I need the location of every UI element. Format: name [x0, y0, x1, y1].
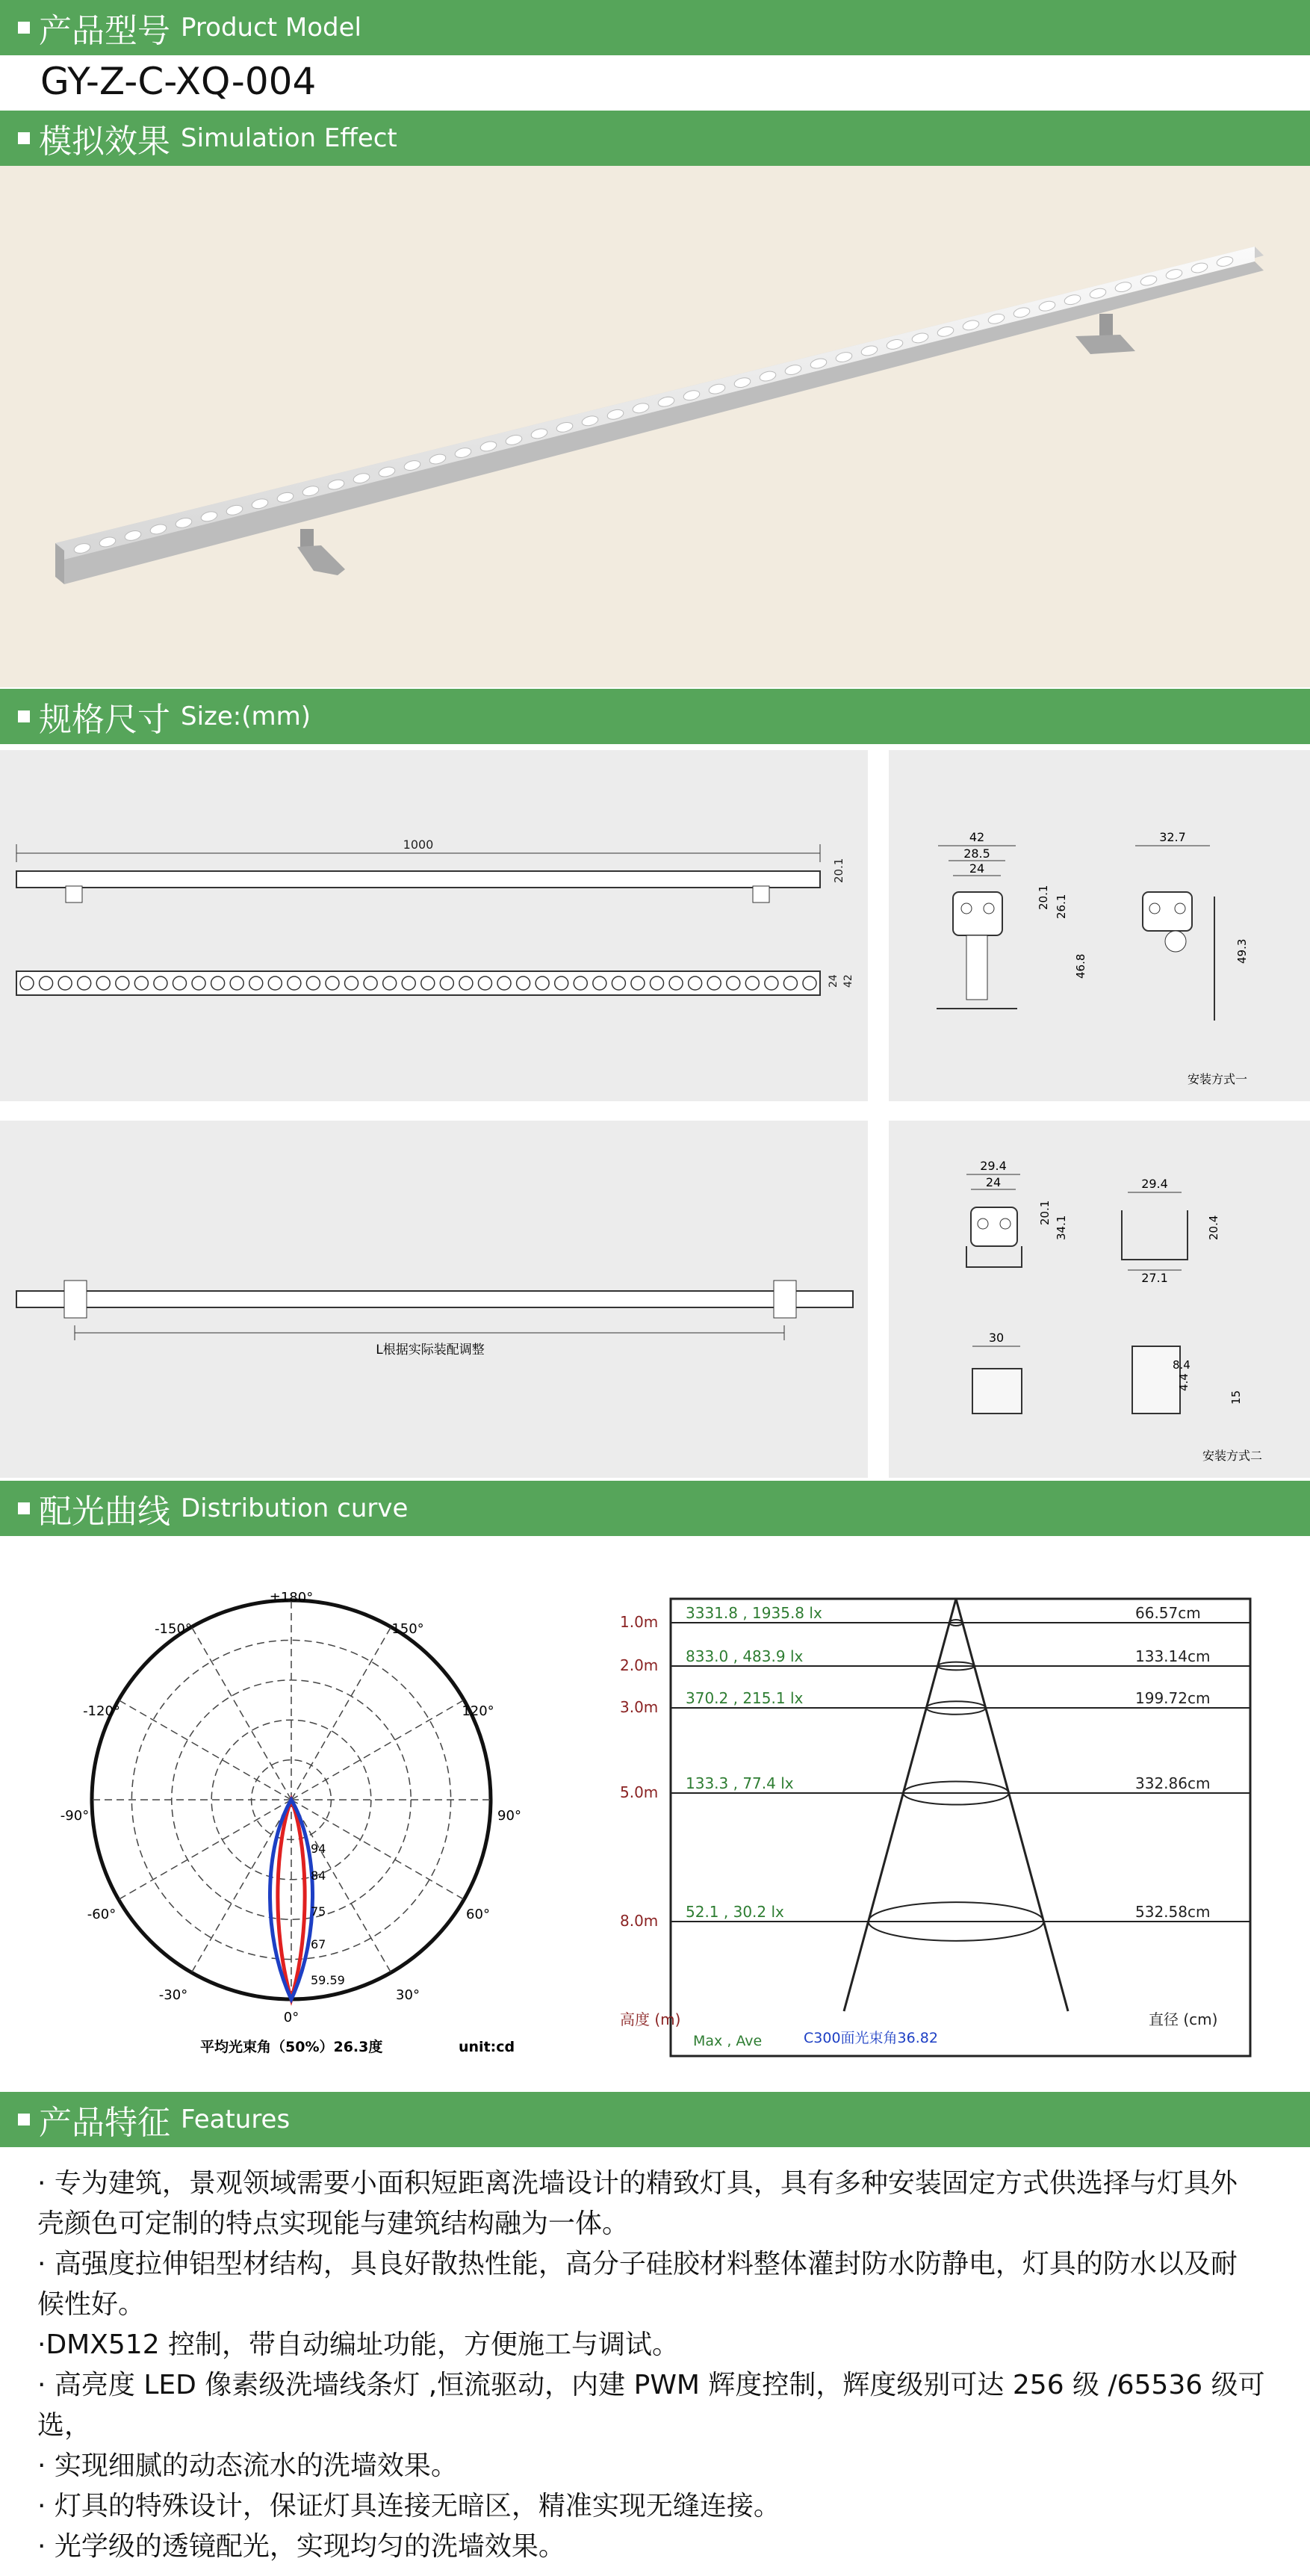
- dim-15: 15: [1229, 1390, 1243, 1405]
- profile-section-a: [953, 892, 1002, 935]
- led-dot: [421, 976, 435, 990]
- dim-24: 24: [969, 861, 985, 876]
- angle-l120: -120°: [83, 1703, 120, 1719]
- dim-29-4-b: 29.4: [1141, 1177, 1168, 1191]
- led-dot: [116, 976, 129, 990]
- led-dot: [555, 976, 568, 990]
- bar-adjustable-view: [16, 1291, 853, 1307]
- led-dot: [345, 976, 358, 990]
- led-dot: [306, 976, 320, 990]
- dia-axis-label: 直径 (cm): [1149, 2010, 1218, 2028]
- led-dot: [765, 976, 778, 990]
- cone-illuminance: 133.3 , 77.4 lx: [686, 1774, 794, 1792]
- ring-label-1: 94: [311, 1842, 326, 1856]
- dim-49-3: 49.3: [1235, 938, 1249, 964]
- section-title-en: Distribution curve: [181, 1493, 409, 1523]
- bullet-square-icon: [18, 22, 30, 34]
- led-dot: [173, 976, 186, 990]
- led-dot: [593, 976, 606, 990]
- led-dot: [574, 976, 587, 990]
- cone-diameter: 199.72cm: [1135, 1689, 1211, 1707]
- drawing-panel-side-views: [0, 750, 868, 1101]
- led-dot: [192, 976, 205, 990]
- led-dot: [78, 976, 91, 990]
- dim-20-1-b: 20.1: [1038, 1200, 1052, 1225]
- adjust-note: L根据实际装配调整: [376, 1343, 485, 1357]
- led-dot: [707, 976, 721, 990]
- dim-height: 20.1: [832, 858, 845, 883]
- dim-27-1: 27.1: [1141, 1271, 1168, 1285]
- features-list: [37, 2164, 1285, 2567]
- dim-42: 42: [969, 830, 985, 844]
- led-dot: [689, 976, 702, 990]
- ring-label-2: 84: [311, 1868, 326, 1883]
- max-ave-label: Max , Ave: [693, 2033, 763, 2049]
- led-dot: [651, 976, 664, 990]
- section-bar-size: [0, 689, 1310, 744]
- led-dot: [402, 976, 415, 990]
- section-title-zh: 规格尺寸: [39, 701, 170, 739]
- led-dot: [383, 976, 397, 990]
- drawing-panel-mount-one: [889, 750, 1310, 1101]
- cone-diameter: 133.14cm: [1135, 1647, 1211, 1665]
- cone-distance: 5.0m: [620, 1783, 659, 1801]
- dim-29-4-a: 29.4: [980, 1159, 1007, 1173]
- section-title-en: Product Model: [181, 13, 361, 43]
- led-dot: [20, 976, 34, 990]
- drawing-panel-adjustable: [0, 1121, 868, 1478]
- led-dot: [517, 976, 530, 990]
- dim-w42: 42: [842, 974, 854, 988]
- dim-46-8: 46.8: [1074, 953, 1087, 979]
- led-dot: [727, 976, 740, 990]
- cone-illuminance: 370.2 , 215.1 lx: [686, 1689, 804, 1707]
- section-title-en: Features: [181, 2105, 291, 2134]
- dim-32-7: 32.7: [1159, 830, 1186, 844]
- section-bar-product-model: [0, 0, 1310, 55]
- feature-line: 壳颜色可定制的特点实现能与建筑结构融为一体。: [37, 2208, 630, 2239]
- cone-diameter: 66.57cm: [1135, 1604, 1201, 1622]
- section-bar-distribution: [0, 1481, 1310, 1536]
- bar-side-view: [16, 871, 820, 888]
- polar-intensity-chart: [0, 1539, 597, 2077]
- cone-distance: 3.0m: [620, 1698, 659, 1716]
- illuminance-cone-chart: [597, 1539, 1310, 2077]
- angle-l150: -150°: [155, 1621, 192, 1637]
- bullet-square-icon: [18, 2114, 30, 2125]
- led-dot: [440, 976, 453, 990]
- bullet-square-icon: [18, 710, 30, 722]
- beam-angle-label: C300面光束角36.82: [804, 2030, 938, 2046]
- led-dot: [134, 976, 148, 990]
- dim-24-b: 24: [985, 1175, 1002, 1189]
- dim-w24: 24: [828, 974, 839, 988]
- feature-line: · 实现细腻的动态流水的洗墙效果。: [37, 2450, 458, 2481]
- cone-illuminance: 52.1 , 30.2 lx: [686, 1903, 784, 1921]
- led-dot: [40, 976, 53, 990]
- angle-r90: 90°: [497, 1808, 521, 1824]
- ring-label-5: 59.59: [311, 1973, 345, 1987]
- dim-28-5: 28.5: [963, 846, 990, 861]
- led-dot: [364, 976, 377, 990]
- section-title-en: Size:(mm): [181, 702, 311, 731]
- dim-20-4: 20.4: [1207, 1215, 1220, 1240]
- dim-34-1: 34.1: [1055, 1215, 1068, 1240]
- dim-20-1: 20.1: [1037, 885, 1050, 910]
- feature-line: 候性好。: [37, 2289, 146, 2320]
- led-dot: [326, 976, 339, 990]
- cone-distance: 1.0m: [620, 1613, 659, 1631]
- wall-washer-illustration: [0, 166, 1310, 687]
- feature-line: · 高强度拉伸铝型材结构，具良好散热性能，高分子硅胶材料整体灌封防水防静电，灯具的防水以及耐: [37, 2249, 1238, 2279]
- angle-l90: -90°: [60, 1808, 90, 1824]
- cone-diameter: 332.86cm: [1135, 1774, 1211, 1792]
- led-dot: [536, 976, 549, 990]
- clip-top-view: [972, 1369, 1022, 1414]
- dim-length: 1000: [403, 837, 434, 852]
- polar-spoke: [291, 1700, 464, 1801]
- section-bar-features: [0, 2092, 1310, 2147]
- led-dot: [669, 976, 683, 990]
- led-dot: [783, 976, 797, 990]
- dim-8-4: 8.4: [1173, 1358, 1191, 1372]
- cone-distance: 2.0m: [620, 1656, 659, 1674]
- product-model-number: GY-Z-C-XQ-004: [40, 60, 317, 103]
- drawing-panel-mount-two: [889, 1121, 1310, 1478]
- section-title-zh: 产品特征: [39, 2104, 170, 2142]
- profile-section-c: [971, 1207, 1017, 1246]
- height-axis-label: 高度 (m): [620, 2010, 681, 2028]
- angle-top: ±180°: [269, 1590, 314, 1606]
- section-bar-simulation: [0, 111, 1310, 166]
- section-title-en: Simulation Effect: [181, 123, 397, 153]
- led-dot: [497, 976, 511, 990]
- feature-line: · 高亮度 LED 像素级洗墙线条灯 ,恒流驱动，内建 PWM 辉度控制，辉度级别可达 256 级 /65536 级可选，: [37, 2370, 1265, 2441]
- feature-line: ·DMX512 控制，带自动编址功能，方便施工与调试。: [37, 2329, 680, 2360]
- ring-label-4: 67: [311, 1937, 326, 1951]
- feature-line: · 光学级的透镜配光，实现均匀的洗墙效果。: [37, 2531, 565, 2562]
- mount-two-label: 安装方式二: [1202, 1449, 1263, 1463]
- polar-spoke: [291, 1627, 391, 1800]
- led-dot: [631, 976, 645, 990]
- polar-spoke: [119, 1800, 291, 1900]
- led-dot: [745, 976, 759, 990]
- mounting-bracket-left: [297, 529, 345, 575]
- led-dot: [249, 976, 263, 990]
- simulation-image: [0, 166, 1310, 687]
- bullet-square-icon: [18, 132, 30, 144]
- feature-line: · 专为建筑，景观领域需要小面积短距离洗墙设计的精致灯具，具有多种安装固定方式供选择与灯具外: [37, 2168, 1238, 2199]
- bullet-square-icon: [18, 1502, 30, 1514]
- u-clip-profile: [1122, 1210, 1188, 1260]
- led-dot: [459, 976, 473, 990]
- feature-line: · 灯具的特殊设计，保证灯具连接无暗区，精准实现无缝连接。: [37, 2491, 780, 2521]
- dim-30: 30: [988, 1331, 1005, 1345]
- clip-side-view: [1132, 1346, 1180, 1414]
- mount-one-label: 安装方式一: [1187, 1072, 1248, 1086]
- dim-26-1: 26.1: [1055, 894, 1068, 919]
- angle-l60: -60°: [87, 1907, 117, 1922]
- led-dot: [96, 976, 110, 990]
- angle-bottom: 0°: [283, 2010, 299, 2025]
- cone-illuminance: 833.0 , 483.9 lx: [686, 1647, 804, 1665]
- cone-distance: 8.0m: [620, 1912, 659, 1930]
- section-title-zh: 配光曲线: [39, 1493, 170, 1531]
- polar-unit: unit:cd: [459, 2039, 515, 2055]
- led-dot: [478, 976, 491, 990]
- section-title-zh: 模拟效果: [39, 123, 170, 161]
- led-dot: [154, 976, 167, 990]
- led-dot: [211, 976, 225, 990]
- cone-illuminance: 3331.8 , 1935.8 lx: [686, 1604, 822, 1622]
- led-dot: [268, 976, 282, 990]
- polar-caption: 平均光束角（50%）26.3度: [200, 2039, 383, 2055]
- angle-r30: 30°: [396, 1987, 420, 2003]
- led-dot: [803, 976, 816, 990]
- section-title-zh: 产品型号: [39, 12, 170, 50]
- dim-4-4: 4.4: [1177, 1373, 1191, 1391]
- led-dot: [230, 976, 243, 990]
- distribution-charts: [0, 1539, 1310, 2077]
- mounting-bracket-right: [1075, 314, 1135, 354]
- led-dot: [288, 976, 301, 990]
- cone-diameter: 532.58cm: [1135, 1903, 1211, 1921]
- ring-label-3: 75: [311, 1904, 326, 1919]
- angle-l30: -30°: [158, 1987, 188, 2003]
- polar-spoke: [192, 1627, 292, 1800]
- angle-r150: 150°: [391, 1621, 424, 1637]
- led-dot: [612, 976, 625, 990]
- angle-r120: 120°: [462, 1703, 494, 1719]
- led-dot: [58, 976, 72, 990]
- angle-r60: 60°: [466, 1907, 490, 1922]
- polar-spoke: [119, 1700, 291, 1801]
